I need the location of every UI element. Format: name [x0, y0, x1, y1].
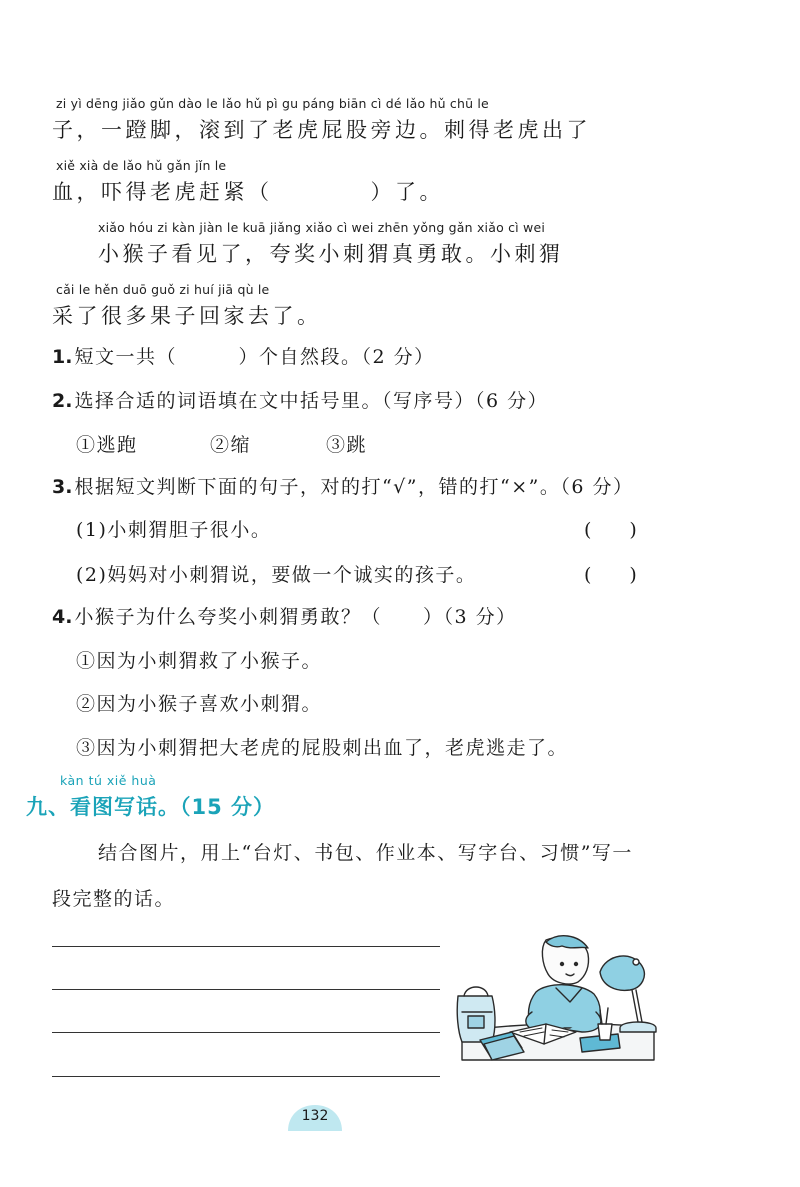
question-2-text: 选择合适的词语填在文中括号里。（写序号）（6 分） [74, 390, 549, 412]
section-9-instruction-line-1: 结合图片，用上“台灯、书包、作业本、写字台、习惯”写一 [98, 842, 633, 864]
writing-line[interactable] [52, 1032, 440, 1033]
q2-option-2: ②缩 [210, 434, 252, 456]
question-4 [52, 602, 517, 629]
writing-line[interactable] [52, 1076, 440, 1077]
question-1-number: 1. [52, 346, 73, 368]
desk-lamp-icon [600, 956, 656, 1032]
schoolbag-icon [457, 987, 495, 1042]
boy-figure [526, 936, 601, 1032]
question-3-number: 3. [52, 476, 73, 498]
writing-line[interactable] [52, 989, 440, 990]
section-9-pinyin: kàn tú xiě huà [60, 773, 157, 788]
question-4-number: 4. [52, 606, 73, 628]
q3-item-2-answer-box[interactable]: ( ) [584, 564, 637, 586]
question-3 [52, 472, 633, 499]
question-1-text: 短文一共（ ）个自然段。（2 分） [74, 346, 435, 368]
q3-item-1: (1)小刺猬胆子很小。 [76, 519, 272, 541]
q4-option-2: ②因为小猴子喜欢小刺猬。 [76, 693, 323, 715]
question-4-text: 小猴子为什么夸奖小刺猬勇敢？（ ）（3 分） [74, 606, 517, 628]
boy-studying-illustration [450, 932, 662, 1064]
writing-line[interactable] [52, 946, 440, 947]
passage-pinyin-line-3: xiǎo hóu zi kàn jiàn le kuā jiǎng xiǎo cì wei zhēn yǒng gǎn xiǎo cì wei [98, 220, 546, 235]
passage-pinyin-line-1: zi yì dēng jiǎo gǔn dào le lǎo hǔ pì gu páng biān cì dé lǎo hǔ chū le [56, 96, 489, 111]
page-number: 132 [301, 1108, 329, 1124]
pencil-cup-icon [598, 1008, 612, 1040]
passage-pinyin-line-4: cǎi le hěn duō guǒ zi huí jiā qù le [56, 282, 270, 297]
question-2 [52, 386, 548, 413]
section-9-instruction-line-2: 段完整的话。 [52, 888, 176, 910]
q2-option-3: ③跳 [326, 434, 368, 456]
q2-option-1: ①逃跑 [76, 434, 138, 456]
q3-item-1-answer-box[interactable]: ( ) [584, 519, 637, 541]
q3-item-2: (2)妈妈对小刺猬说，要做一个诚实的孩子。 [76, 564, 477, 586]
q4-option-3: ③因为小刺猬把大老虎的屁股刺出血了，老虎逃走了。 [76, 737, 569, 759]
passage-text-line-4: 采了很多果子回家去了。 [52, 304, 322, 328]
passage-text-line-2: 血，吓得老虎赶紧（ ）了。 [52, 180, 444, 204]
question-2-number: 2. [52, 390, 73, 412]
q4-option-1: ①因为小刺猬救了小猴子。 [76, 650, 323, 672]
passage-text-line-3: 小猴子看见了，夸奖小刺猬真勇敢。小刺猬 [98, 242, 564, 266]
passage-text-line-1: 子，一蹬脚，滚到了老虎屁股旁边。刺得老虎出了 [52, 118, 591, 142]
question-1 [52, 342, 435, 369]
passage-pinyin-line-2: xiě xià de lǎo hǔ gǎn jǐn le [56, 158, 227, 173]
section-9-title: 九、看图写话。（15 分） [26, 795, 276, 819]
question-3-text: 根据短文判断下面的句子，对的打“√”，错的打“×”。（6 分） [74, 476, 634, 498]
